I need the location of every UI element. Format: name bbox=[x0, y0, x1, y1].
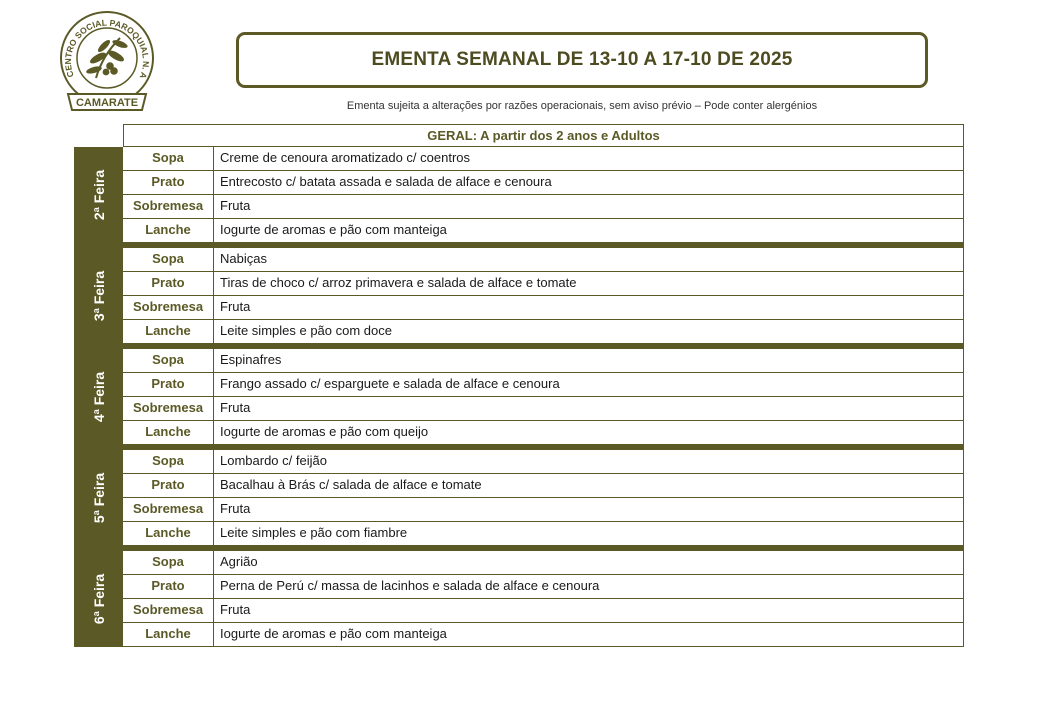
day-label-cell bbox=[74, 349, 123, 444]
category-cell: Lanche bbox=[123, 320, 214, 343]
table-row bbox=[123, 194, 963, 218]
dish-cell: Espinafres bbox=[220, 352, 282, 367]
table-row bbox=[123, 349, 963, 372]
category-cell: Lanche bbox=[123, 421, 214, 444]
day-label: 6ª Feira bbox=[90, 573, 107, 624]
parish-logo bbox=[58, 6, 156, 114]
table-row bbox=[123, 574, 963, 598]
logo-ring-text: CENTRO SOCIAL PAROQUIAL N. A bbox=[62, 17, 152, 81]
table-row bbox=[123, 372, 963, 396]
dish-cell: Fruta bbox=[220, 602, 251, 617]
category-cell: Lanche bbox=[123, 522, 214, 545]
day-block-monday bbox=[74, 147, 964, 243]
weekly-menu-table bbox=[74, 124, 964, 647]
table-row bbox=[123, 147, 963, 170]
day-label: 4ª Feira bbox=[90, 371, 107, 422]
table-row bbox=[123, 622, 963, 646]
day-rows bbox=[123, 248, 964, 343]
day-rows bbox=[123, 349, 964, 444]
day-label-cell bbox=[74, 248, 123, 343]
category-cell: Sobremesa bbox=[123, 599, 214, 622]
day-rows bbox=[123, 450, 964, 545]
table-row bbox=[123, 295, 963, 319]
dish-cell: Leite simples e pão com fiambre bbox=[220, 525, 408, 540]
table-row bbox=[123, 170, 963, 194]
day-label-cell bbox=[74, 551, 123, 646]
table-row bbox=[123, 248, 963, 271]
category-cell: Prato bbox=[123, 474, 214, 497]
category-cell: Sopa bbox=[123, 147, 214, 170]
category-cell: Sobremesa bbox=[123, 498, 214, 521]
dish-cell: Leite simples e pão com doce bbox=[220, 323, 392, 338]
dish-cell: Lombardo c/ feijão bbox=[220, 453, 327, 468]
table-row bbox=[123, 473, 963, 497]
table-row bbox=[123, 271, 963, 295]
dish-cell: Frango assado c/ esparguete e salada de alface e cenoura bbox=[220, 376, 560, 391]
category-cell: Lanche bbox=[123, 219, 214, 242]
day-block-friday bbox=[74, 546, 964, 647]
day-block-tuesday bbox=[74, 243, 964, 344]
category-cell: Lanche bbox=[123, 623, 214, 646]
category-cell: Sopa bbox=[123, 450, 214, 473]
dish-cell: Bacalhau à Brás c/ salada de alface e tomate bbox=[220, 477, 482, 492]
day-label: 3ª Feira bbox=[90, 270, 107, 321]
day-label-cell bbox=[74, 147, 123, 242]
day-rows bbox=[123, 147, 964, 242]
category-cell: Sopa bbox=[123, 349, 214, 372]
dish-cell: Entrecosto c/ batata assada e salada de alface e cenoura bbox=[220, 174, 552, 189]
dish-cell: Agrião bbox=[220, 554, 258, 569]
dish-cell: Perna de Perú c/ massa de lacinhos e salada de alface e cenoura bbox=[220, 578, 600, 593]
day-label: 2ª Feira bbox=[90, 169, 107, 220]
dish-cell: Fruta bbox=[220, 299, 251, 314]
menu-heading: GERAL: A partir dos 2 anos e Adultos bbox=[123, 124, 964, 147]
table-row bbox=[123, 598, 963, 622]
table-row bbox=[123, 450, 963, 473]
dish-cell: Iogurte de aromas e pão com manteiga bbox=[220, 222, 447, 237]
dish-cell: Fruta bbox=[220, 501, 251, 516]
table-row bbox=[123, 521, 963, 545]
category-cell: Sobremesa bbox=[123, 195, 214, 218]
table-row bbox=[123, 551, 963, 574]
dish-cell: Iogurte de aromas e pão com queijo bbox=[220, 424, 429, 439]
category-cell: Prato bbox=[123, 171, 214, 194]
dish-cell: Iogurte de aromas e pão com manteiga bbox=[220, 626, 447, 641]
table-row bbox=[123, 319, 963, 343]
dish-cell: Nabiças bbox=[220, 251, 267, 266]
dish-cell: Creme de cenoura aromatizado c/ coentros bbox=[220, 150, 471, 165]
category-cell: Sobremesa bbox=[123, 296, 214, 319]
category-cell: Sobremesa bbox=[123, 397, 214, 420]
day-block-wednesday bbox=[74, 344, 964, 445]
dish-cell: Tiras de choco c/ arroz primavera e salada de alface e tomate bbox=[220, 275, 577, 290]
table-row bbox=[123, 420, 963, 444]
day-label-cell bbox=[74, 450, 123, 545]
day-block-thursday bbox=[74, 445, 964, 546]
category-cell: Sopa bbox=[123, 551, 214, 574]
category-cell: Prato bbox=[123, 575, 214, 598]
category-cell: Sopa bbox=[123, 248, 214, 271]
dish-cell: Fruta bbox=[220, 198, 251, 213]
day-label: 5ª Feira bbox=[90, 472, 107, 523]
category-cell: Prato bbox=[123, 373, 214, 396]
table-row bbox=[123, 396, 963, 420]
dish-cell: Fruta bbox=[220, 400, 251, 415]
table-row bbox=[123, 218, 963, 242]
logo-banner-text: CAMARATE bbox=[75, 97, 139, 109]
page-subtitle: Ementa sujeita a alterações por razões operacionais, sem aviso prévio – Pode conter alergénios bbox=[346, 100, 818, 112]
page-title: EMENTA SEMANAL DE 13-10 A 17-10 DE 2025 bbox=[371, 49, 793, 70]
category-cell: Prato bbox=[123, 272, 214, 295]
day-rows bbox=[123, 551, 964, 646]
title-box bbox=[236, 32, 928, 88]
table-row bbox=[123, 497, 963, 521]
